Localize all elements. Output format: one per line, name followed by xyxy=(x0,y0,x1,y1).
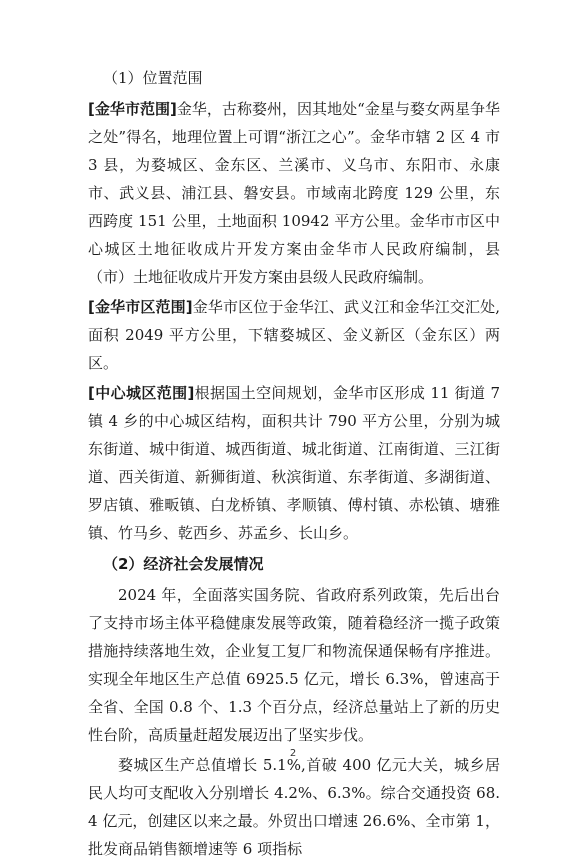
paragraph-economy-2024: 2024 年，全面落实国务院、省政府系列政策，先后出台了支持市场主体平稳健康发展等政策，随着稳经济一揽子政策措施持续落地生效，企业复工复厂和物流保通保畅有序推进。实现全年地区生产总值 6925.5 亿元，增长 6.3%，曾速高于全省、全国 0.8 个、1.3 个百分点，经济总量站上了新的历史性台阶，高质量赶超发展迈出了坚实步伐。 xyxy=(88,586,500,744)
paragraph-central-urban-area-scope xyxy=(88,379,500,547)
paragraph-jinhua-urban-district-scope xyxy=(88,293,500,377)
tag-central-urban-area-scope: [中心城区范围] xyxy=(88,384,195,402)
tag-jinhua-city-scope: [金华市范围] xyxy=(88,100,177,118)
text-central-urban-area-scope: 根据国土空间规划，金华市区形成 11 街道 7 镇 4 乡的中心城区结构，面积共计 790 平方公里，分别为城东街道、城中街道、城西街道、城北街道、江南街道、三江街道、西关街道、新狮街道、秋滨街道、东孝街道、多湖街道、罗店镇、雅畈镇、白龙桥镇、孝顺镇、傅村镇、赤松镇、塘雅镇、竹马乡、乾西乡、苏孟乡、长山乡。 xyxy=(88,384,501,542)
text-jinhua-urban-district-scope: 金华市区位于金华江、武义江和金华江交汇处,面积 2049 平方公里，下辖婺城区、金义新区（金东区）两区。 xyxy=(88,298,500,372)
section-heading-economic-social-development: （2）经济社会发展情况 xyxy=(103,555,264,573)
paragraph-wucheng-district-economy: 婺城区生产总值增长 5.1%,首破 400 亿元大关，城乡居民人均可支配收入分别增长 4.2%、6.3%。综合交通投资 68.4 亿元，创建区以来之最。外贸出口增速 26.6%、全市第 1，批发商品销售额增速等 6 项指标 xyxy=(88,756,500,858)
document-body xyxy=(88,63,500,863)
paragraph-jinhua-city-scope xyxy=(88,95,500,291)
text-jinhua-city-scope: 金华，古称婺州，因其地处“金星与婺女两星争华之处”得名，地理位置上可谓“浙江之心”。金华市辖 2 区 4 市 3 县，为婺城区、金东区、兰溪市、义乌市、东阳市、永康市、武义县、浦江县、磐安县。市域南北跨度 129 公里，东西跨度 151 公里，土地面积 10942 平方公里。金华市市区中心城区土地征收成片开发方案由金华市人民政府编制，县（市）土地征收成片开发方案由县级人民政府编制。 xyxy=(88,100,500,286)
page-number: 2 xyxy=(289,748,297,759)
section-heading-location-scope: （1）位置范围 xyxy=(103,69,203,87)
tag-jinhua-urban-district-scope: [金华市区范围] xyxy=(88,298,193,316)
